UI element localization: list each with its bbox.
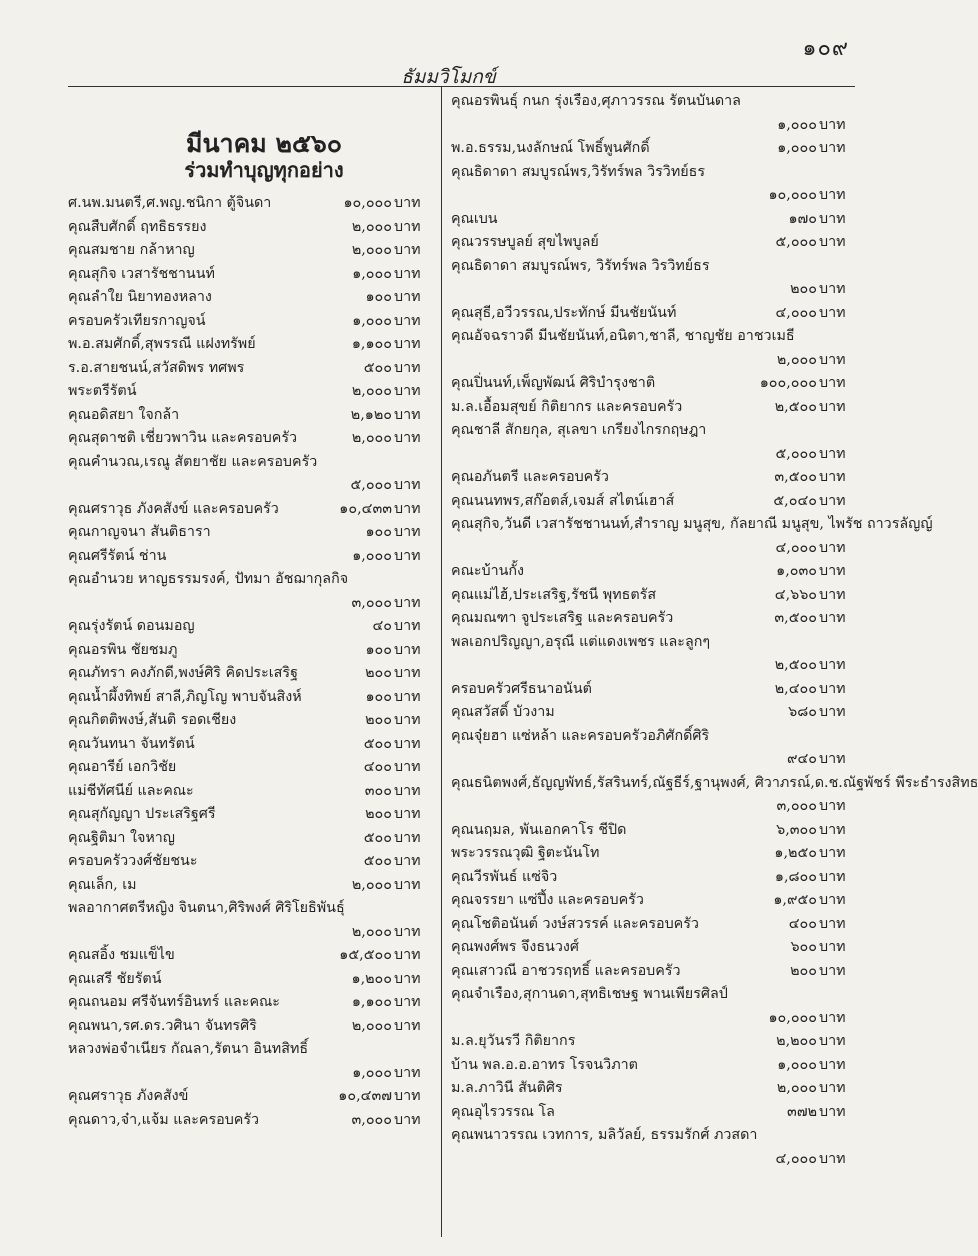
- donation-entry: [451, 866, 855, 890]
- donation-amount: ๔,๐๐๐: [775, 539, 817, 556]
- donation-amount: ๕,๐๐๐: [775, 445, 817, 462]
- currency-unit: บาท: [819, 1056, 846, 1073]
- donation-amount: ๕๐๐: [363, 853, 392, 869]
- donation-entry: [68, 239, 430, 263]
- donation-amount: ๕,๐๔๐: [773, 492, 817, 509]
- donation-entry: [451, 678, 855, 702]
- currency-unit: บาท: [819, 751, 846, 767]
- donor-name: คุณพนาวรรณ เวทการ, มลิวัลย์, ธรรมรักศ์ ภวสดา: [451, 1127, 758, 1143]
- donation-amount: ๕,๐๐๐: [775, 234, 817, 250]
- donor-name: คุณอำนวย หาญธรรมรงค์, ปัทมา อัชฌากุลกิจ: [68, 571, 349, 587]
- currency-unit: บาท: [394, 876, 421, 893]
- donation-entry: [451, 137, 855, 161]
- donation-entry: [451, 466, 855, 490]
- donor-name: คุณสุกัญญา ประเสริฐศรี: [68, 806, 216, 822]
- donor-name: พ.อ.ธรรม,นงลักษณ์ โพธิ์พูนศักดิ์: [451, 140, 650, 156]
- currency-unit: บาท: [819, 1033, 846, 1049]
- donor-name: คุณจุ๋ยฮา แซ่หล้า และครอบครัวอภิศักดิ์ศิริ: [451, 727, 710, 744]
- donation-amount: ๑,๐๓๐: [776, 563, 817, 579]
- donor-name: คุณแม่ไฮ้,ประเสริฐ,รัชนี พุทธตรัส: [451, 586, 657, 603]
- donor-name: หลวงพ่อจำเนียร กัณลา,รัตนา อินทสิทธิ์: [68, 1041, 309, 1057]
- currency-unit: บาท: [819, 469, 846, 485]
- donor-name: บ้าน พล.อ.อ.อาทร โรจนวิภาต: [451, 1056, 638, 1073]
- donor-name: คุณอารีย์ เอกวิชัย: [68, 759, 177, 775]
- currency-unit: บาท: [819, 915, 846, 932]
- donor-name: พระตรีรัตน์: [68, 383, 137, 399]
- currency-unit: บาท: [819, 304, 846, 321]
- currency-unit: บาท: [394, 970, 421, 987]
- donation-amount: ๒,๐๐๐: [776, 1080, 817, 1096]
- currency-unit: บาท: [819, 375, 846, 391]
- donor-name: คุณสมชาย กล้าหาญ: [68, 242, 195, 258]
- donor-name: แม่ชีทัศนีย์ และคณะ: [68, 782, 194, 799]
- donor-name: คุณวันทนา จันทรัตน์: [68, 735, 195, 752]
- donor-name: คุณเบน: [451, 210, 498, 227]
- donation-amount: ๑,๐๐๐: [352, 547, 392, 564]
- donation-amount: ๑,๒๕๐: [774, 845, 817, 861]
- donation-amount: ๓,๐๐๐: [351, 1111, 392, 1128]
- donation-entry: [68, 568, 430, 615]
- donation-entry: [68, 803, 430, 827]
- donation-amount: ๑,๘๐๐: [774, 868, 817, 885]
- currency-unit: บาท: [819, 1150, 846, 1167]
- donor-name: คุณมณฑา จูประเสริฐ และครอบครัว: [451, 610, 674, 626]
- donor-name: คุณรุ่งรัตน์ ดอนมอญ: [68, 618, 195, 634]
- donor-name: คุณสืบศักดิ์ ฤทธิธรรยง: [68, 218, 207, 235]
- donor-name: คุณโชติอนันต์ วงษ์สวรรค์ และครอบครัว: [451, 915, 699, 932]
- donation-amount: ๑,๑๐๐: [351, 336, 392, 352]
- donation-amount: ๒,๕๐๐: [774, 657, 817, 673]
- donation-entry: [68, 756, 430, 780]
- donation-amount: ๑,๐๐๐: [352, 1064, 392, 1081]
- donation-entry: [451, 231, 855, 255]
- donor-name: พระวรรณวุฒิ ฐิตะนันโท: [451, 845, 600, 861]
- donation-entry: [451, 325, 855, 372]
- donation-amount: ๕,๐๐๐: [350, 477, 392, 493]
- month-title: มีนาคม ๒๕๖๐: [185, 129, 343, 158]
- donation-entry: [68, 310, 430, 334]
- donation-entry: [68, 404, 430, 428]
- donation-amount: ๒๐๐: [365, 665, 392, 681]
- donation-entry: [451, 960, 855, 984]
- donation-entry: [451, 161, 855, 208]
- donation-entry: [451, 842, 855, 866]
- donation-entry: [451, 490, 855, 514]
- currency-unit: บาท: [819, 539, 846, 556]
- donation-entry: [451, 983, 855, 1030]
- donor-name: คุณชาลี สักยกุล, สุเลขา เกรียงไกรกฤษฎา: [451, 422, 707, 438]
- donation-entry: [451, 419, 855, 466]
- donor-name: คุณศราวุธ ภังคสังข์ และครอบครัว: [68, 500, 279, 517]
- currency-unit: บาท: [394, 688, 421, 705]
- currency-unit: บาท: [819, 563, 846, 579]
- donor-name: คุณอุไรวรรณ โล: [451, 1103, 555, 1120]
- donor-name: คุณอดิสยา ใจกล้า: [68, 406, 180, 423]
- donation-amount: ๒,๐๐๐: [351, 218, 392, 235]
- donation-entry: [451, 889, 855, 913]
- donation-entry: [451, 1101, 855, 1125]
- currency-unit: บาท: [819, 704, 846, 720]
- donation-entry: [68, 944, 430, 968]
- donation-amount: ๖,๓๐๐: [776, 821, 817, 838]
- donation-amount: ๔๐๐: [788, 915, 817, 932]
- currency-unit: บาท: [819, 281, 846, 297]
- donation-amount: ๑,๙๕๐: [773, 892, 817, 908]
- donor-name: คุณพงศ์พร จึงธนวงศ์: [451, 939, 579, 955]
- donation-amount: ๒๐๐: [365, 806, 392, 822]
- currency-unit: บาท: [394, 806, 421, 822]
- donation-entry: [451, 396, 855, 420]
- donation-amount: ๕๐๐: [363, 829, 392, 846]
- donation-amount: ๔,๐๐๐: [775, 304, 817, 321]
- currency-unit: บาท: [394, 406, 421, 423]
- donor-name: คุณถนอม ศรีจันทร์อินทร์ และคณะ: [68, 994, 280, 1010]
- currency-unit: บาท: [819, 234, 846, 250]
- donor-name: คุณวีรพันธ์ แซ่จิว: [451, 868, 558, 885]
- currency-unit: บาท: [819, 680, 846, 697]
- donation-entry: [451, 1054, 855, 1078]
- donation-entry: [451, 1077, 855, 1101]
- donor-name: คุณศรีรัตน์ ช่าน: [68, 547, 167, 564]
- donor-name: คณะบ้านกั้ง: [451, 563, 525, 579]
- donation-amount: ๑,๐๐๐: [352, 265, 392, 282]
- donation-amount: ๑๐๐: [365, 524, 392, 540]
- donation-amount: ๒,๑๒๐: [350, 406, 392, 423]
- donor-name: คุณสวัสดิ์ บัวงาม: [451, 704, 555, 720]
- currency-unit: บาท: [394, 1088, 421, 1104]
- donation-amount: ๓,๕๐๐: [774, 610, 817, 626]
- donation-amount: ๒,๐๐๐: [351, 1017, 392, 1034]
- donation-amount: ๒,๐๐๐: [351, 430, 392, 446]
- donor-name: คุณกาญจนา สันติธารา: [68, 524, 211, 540]
- donation-amount: ๔,๖๖๐: [774, 586, 817, 603]
- donor-name: คุณฐิติมา ใจหาญ: [68, 829, 175, 846]
- donation-entry: [68, 263, 430, 287]
- donation-entry: [451, 701, 855, 725]
- donation-amount: ๖๐๐: [790, 939, 817, 955]
- donation-amount: ๔๐: [372, 618, 392, 634]
- currency-unit: บาท: [819, 939, 846, 955]
- header-rule: [68, 86, 855, 87]
- donor-name: ครอบครัวศรีธนาอนันต์: [451, 680, 592, 697]
- donation-amount: ๖๘๐: [788, 704, 817, 720]
- donation-amount: ๔,๐๐๐: [775, 1150, 817, 1167]
- currency-unit: บาท: [394, 829, 421, 846]
- donation-entry: [68, 451, 430, 498]
- currency-unit: บาท: [394, 594, 421, 611]
- donation-entry: [451, 936, 855, 960]
- donor-name: คุณสุกิจ,วันดี เวสารัชชานนท์,สำราญ มนูสุข, กัลยาณี มนูสุข, ไพรัช ถาวรลัญญ์: [451, 516, 933, 532]
- donation-amount: ๑๐,๔๓๗: [338, 1088, 392, 1104]
- currency-unit: บาท: [819, 892, 846, 908]
- donation-entry: [68, 991, 430, 1015]
- donation-entry: [451, 725, 855, 772]
- currency-unit: บาท: [394, 947, 421, 963]
- donor-name: คุณธิดาดา สมบูรณ์พร, วิรัทร์พล วิรวิทย์ธร: [451, 257, 710, 274]
- donation-amount: ๓,๕๐๐: [774, 469, 817, 485]
- donation-entry: [451, 913, 855, 937]
- donation-amount: ๒,๕๐๐: [774, 398, 817, 415]
- donation-amount: ๒๐๐: [365, 712, 392, 728]
- donor-name: คุณกิตติพงษ์,สันติ รอดเชียง: [68, 712, 237, 728]
- donor-name: คุณธนิตพงศ์,ธัญญพัทธ์,รัสรินทร์,ณัฐธีร์,ฐานุพงศ์, ศิวาภรณ์,ด.ช.ณัฐพัชร์ พีระธำรงสิทธ: [451, 774, 978, 791]
- currency-unit: บาท: [394, 312, 421, 329]
- donation-amount: ๒,๐๐๐: [776, 351, 817, 368]
- donation-amount: ๑๐,๐๐๐: [768, 1009, 817, 1026]
- currency-unit: บาท: [819, 586, 846, 603]
- currency-unit: บาท: [819, 845, 846, 861]
- currency-unit: บาท: [819, 210, 846, 227]
- currency-unit: บาท: [819, 1103, 846, 1120]
- donor-name: คุณอัจฉราวดี มีนชัยนันท์,อนิตา,ชาลี, ชาญชัย อาชวเมธี: [451, 328, 795, 344]
- donor-name: คุณอรพินธุ์ กนก รุ่งเรือง,ศุภาวรรณ รัตนบันดาล: [451, 93, 741, 109]
- currency-unit: บาท: [394, 782, 421, 799]
- donation-amount: ๒,๔๐๐: [774, 680, 817, 697]
- donation-amount: ๕๐๐: [363, 735, 392, 752]
- donor-name: คุณศราวุธ ภังคสังข์: [68, 1088, 189, 1104]
- donation-entry: [68, 357, 430, 381]
- running-header: ธัมมวิโมกข์: [401, 66, 496, 88]
- donor-name: คุณคำนวณ,เรณู สัตยาชัย และครอบครัว: [68, 453, 318, 470]
- donor-name: ร.อ.สายชนน์,สวัสดิพร ทศพร: [68, 359, 245, 376]
- currency-unit: บาท: [394, 500, 421, 517]
- currency-unit: บาท: [819, 868, 846, 885]
- currency-unit: บาท: [394, 359, 421, 376]
- currency-unit: บาท: [819, 821, 846, 838]
- currency-unit: บาท: [819, 657, 846, 673]
- donation-entry: [68, 639, 430, 663]
- donor-name: คุณอรพิน ชัยชมภู: [68, 641, 178, 658]
- currency-unit: บาท: [394, 1017, 421, 1034]
- currency-unit: บาท: [394, 218, 421, 235]
- donor-name: ม.ล.เอื้อมสุขย์ กิติยากร และครอบครัว: [451, 398, 683, 415]
- currency-unit: บาท: [819, 116, 846, 133]
- donation-amount: ๒,๒๐๐: [776, 1033, 817, 1049]
- currency-unit: บาท: [394, 524, 421, 540]
- currency-unit: บาท: [394, 265, 421, 282]
- currency-unit: บาท: [819, 140, 846, 156]
- currency-unit: บาท: [394, 759, 421, 775]
- donation-entry: [68, 380, 430, 404]
- currency-unit: บาท: [394, 712, 421, 728]
- donor-name: คุณอภันตรี และครอบครัว: [451, 469, 609, 485]
- donation-entry: [451, 302, 855, 326]
- donation-entry: [451, 560, 855, 584]
- currency-unit: บาท: [394, 994, 421, 1010]
- donation-amount: ๑๐,๐๐๐: [343, 195, 392, 211]
- donor-name: คุณเสาวณี อาชวรฤทธิ์ และครอบครัว: [451, 962, 681, 979]
- donation-entry: [68, 545, 430, 569]
- donation-entry: [68, 615, 430, 639]
- donor-name: ครอบครัวเทียรกาญจน์: [68, 312, 206, 329]
- donation-entry: [68, 521, 430, 545]
- donation-entry: [68, 780, 430, 804]
- donor-name: คุณธิดาดา สมบูรณ์พร,วิรัทร์พล วิรวิทย์ธร: [451, 163, 706, 180]
- currency-unit: บาท: [394, 477, 421, 493]
- donation-amount: ๑๐,๐๐๐: [768, 187, 817, 203]
- page-number: ๑๐๙: [802, 36, 849, 61]
- donation-entry: [68, 1038, 430, 1085]
- donation-amount: ๒,๐๐๐: [351, 923, 392, 940]
- donation-entry: [68, 686, 430, 710]
- currency-unit: บาท: [819, 962, 846, 979]
- donation-amount: ๑,๐๐๐: [777, 140, 817, 156]
- donor-name: พ.อ.สมศักดิ์,สุพรรณี แฝงทรัพย์: [68, 336, 256, 352]
- donor-name: คุณน้ำผึ้งทิพย์ สาลี,ภิญโญ พาบจันสิงห์: [68, 688, 302, 705]
- donation-entry: [451, 631, 855, 678]
- donor-name: คุณเสรี ชัยรัตน์: [68, 970, 162, 987]
- right-column: [451, 90, 978, 1171]
- currency-unit: บาท: [394, 336, 421, 352]
- donation-entry: [68, 709, 430, 733]
- donor-name: พลเอกปริญญา,อรุณี แต่แดงเพชร และลูกๆ: [451, 633, 711, 650]
- left-donor-list: [68, 192, 430, 1132]
- donation-entry: [451, 90, 855, 137]
- currency-unit: บาท: [394, 665, 421, 681]
- donor-name: พลอากาศตรีหญิง จินตนา,ศิริพงศ์ ศิริโยธิพันธุ์: [68, 900, 345, 916]
- currency-unit: บาท: [819, 351, 846, 368]
- donation-amount: ๒๐๐: [790, 281, 817, 297]
- donor-name: ม.ล.ยุวันรวี กิติยากร: [451, 1033, 576, 1049]
- donation-amount: ๓,๐๐๐: [351, 594, 392, 611]
- donation-entry: [451, 513, 933, 560]
- donation-amount: ๕๐๐: [363, 359, 392, 376]
- currency-unit: บาท: [394, 853, 421, 869]
- donation-amount: ๑,๑๐๐: [351, 994, 392, 1010]
- donor-name: คุณดาว,จ๋า,แจ้ม และครอบครัว: [68, 1111, 260, 1128]
- donation-amount: ๙๔๐: [786, 751, 817, 767]
- donation-entry: [451, 1124, 855, 1171]
- currency-unit: บาท: [394, 383, 421, 399]
- currency-unit: บาท: [394, 195, 421, 211]
- left-column: [68, 90, 430, 1132]
- currency-unit: บาท: [819, 187, 846, 203]
- donation-amount: ๑๐๐,๐๐๐: [759, 375, 817, 391]
- donation-amount: ๓๗๒: [787, 1103, 817, 1120]
- donor-name: คุณพนา,รศ.ดร.วศินา จันทรศิริ: [68, 1017, 257, 1034]
- currency-unit: บาท: [819, 1080, 846, 1096]
- donor-name: คุณสุกิจ เวสารัชชานนท์: [68, 265, 215, 282]
- donation-entry: [451, 1030, 855, 1054]
- donation-entry: [451, 607, 855, 631]
- donation-entry: [451, 772, 978, 819]
- currency-unit: บาท: [819, 445, 846, 462]
- currency-unit: บาท: [394, 1111, 421, 1128]
- donation-amount: ๑๐๐: [365, 688, 392, 705]
- donor-name: คุณจำเรือง,สุกานดา,สุทธิเชษฐ พานเพียรศิลป์: [451, 986, 728, 1002]
- currency-unit: บาท: [394, 242, 421, 258]
- donor-name: คุณปิ่นนท์,เพ็ญพัฒน์ ศิริบำรุงชาติ: [451, 375, 656, 391]
- donor-name: คุณเล็ก, เม: [68, 876, 137, 893]
- donor-name: คุณสอิ้ง ชมแข็ไข: [68, 947, 175, 963]
- donation-amount: ๓๐๐: [364, 782, 392, 799]
- donation-entry: [68, 427, 430, 451]
- donation-entry: [68, 1015, 430, 1039]
- currency-unit: บาท: [819, 1009, 846, 1026]
- currency-unit: บาท: [819, 798, 846, 814]
- donation-amount: ๒,๐๐๐: [351, 876, 392, 893]
- donation-amount: ๒,๐๐๐: [351, 383, 392, 399]
- donation-entry: [451, 208, 855, 232]
- section-title: ร่วมทำบุญทุกอย่าง: [184, 158, 344, 182]
- donation-entry: [451, 819, 855, 843]
- donation-entry: [68, 850, 430, 874]
- donation-entry: [68, 1109, 430, 1133]
- donor-name: ครอบครัววงศ์ชัยชนะ: [68, 853, 198, 869]
- donation-entry: [68, 192, 430, 216]
- donation-amount: ๑,๒๐๐: [351, 970, 392, 987]
- donor-name: ม.ล.ภาวินี สันติศิร: [451, 1080, 563, 1096]
- currency-unit: บาท: [394, 641, 421, 658]
- donation-entry: [68, 333, 430, 357]
- currency-unit: บาท: [394, 289, 421, 305]
- donor-name: คุณนนทพร,สก๊อตส์,เจมส์ สไตน์เฮาส์: [451, 492, 675, 509]
- donor-name: คุณวรรษบูลย์ สุขไพบูลย์: [451, 234, 599, 250]
- currency-unit: บาท: [394, 430, 421, 446]
- donation-entry: [68, 286, 430, 310]
- donation-amount: ๑๕,๕๐๐: [339, 947, 392, 963]
- currency-unit: บาท: [394, 923, 421, 940]
- donation-amount: ๑๐,๔๓๓: [339, 500, 392, 517]
- column-divider: [441, 87, 442, 1237]
- donor-name: คุณนฤมล, พันเอกคาโร ชีปิด: [451, 821, 627, 838]
- donation-entry: [451, 372, 855, 396]
- donation-entry: [451, 255, 855, 302]
- donor-name: คุณจรรยา แซ่ปึ้ง และครอบครัว: [451, 892, 644, 908]
- donor-name: ศ.นพ.มนตรี,ศ.พญ.ชนิกา ตู้จินดา: [68, 195, 272, 211]
- donor-name: คุณสุธี,อวีวรรณ,ประทักษ์ มีนชัยนันท์: [451, 304, 677, 321]
- donation-amount: ๑๗๐: [788, 210, 817, 227]
- currency-unit: บาท: [819, 492, 846, 509]
- donation-amount: ๑๐๐: [365, 641, 392, 658]
- currency-unit: บาท: [819, 610, 846, 626]
- currency-unit: บาท: [394, 618, 421, 634]
- donation-entry: [68, 897, 430, 944]
- donation-amount: ๒๐๐: [790, 962, 817, 979]
- donation-entry: [68, 733, 430, 757]
- currency-unit: บาท: [394, 1064, 421, 1081]
- donor-name: คุณสุดาชติ เชี่ยวพาวิน และครอบครัว: [68, 430, 298, 446]
- currency-unit: บาท: [394, 735, 421, 752]
- donation-amount: ๑,๐๐๐: [352, 312, 392, 329]
- donation-entry: [451, 584, 855, 608]
- donation-amount: ๑,๐๐๐: [777, 116, 817, 133]
- donation-entry: [68, 874, 430, 898]
- right-donor-list: [451, 90, 978, 1171]
- donation-entry: [68, 662, 430, 686]
- donation-amount: ๑๐๐: [365, 289, 392, 305]
- donation-entry: [68, 968, 430, 992]
- donation-entry: [68, 498, 430, 522]
- donation-amount: ๒,๐๐๐: [351, 242, 392, 258]
- donor-name: คุณลำใย นิยาทองหลาง: [68, 289, 212, 305]
- donation-amount: ๑,๐๐๐: [777, 1056, 817, 1073]
- donation-amount: ๓,๐๐๐: [776, 798, 817, 814]
- donor-name: คุณภัทรา คงภักดี,พงษ์ศิริ คิดประเสริฐ: [68, 665, 298, 681]
- donation-entry: [68, 827, 430, 851]
- donation-entry: [68, 1085, 430, 1109]
- donation-amount: ๔๐๐: [363, 759, 392, 775]
- donation-entry: [68, 216, 430, 240]
- currency-unit: บาท: [819, 398, 846, 415]
- currency-unit: บาท: [394, 547, 421, 564]
